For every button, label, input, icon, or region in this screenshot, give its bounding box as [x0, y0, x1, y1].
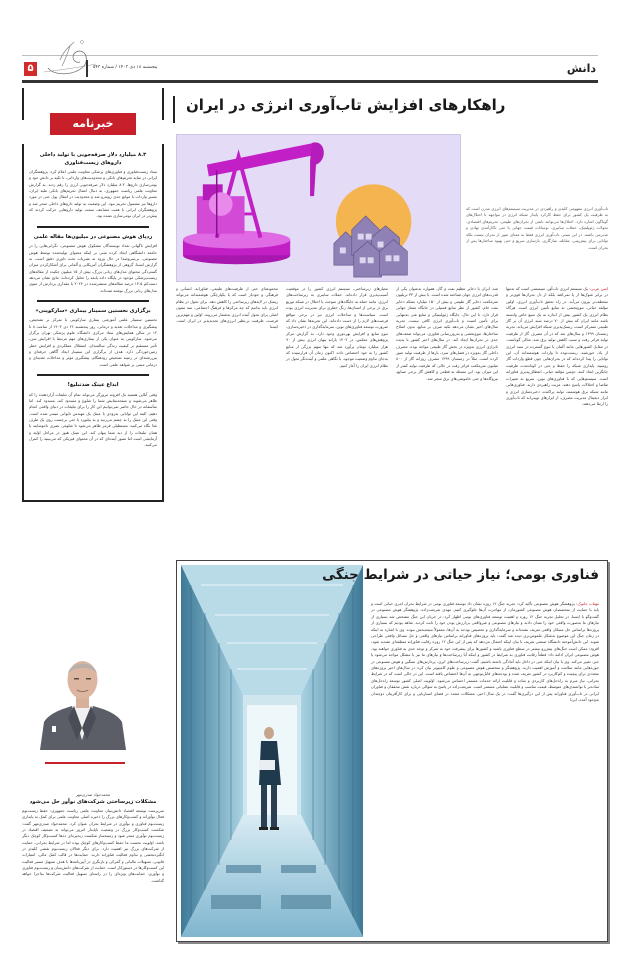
author-lead: امین عربی:	[589, 286, 608, 291]
feature-author-lead: مهتاب جانوک:	[576, 601, 599, 606]
feature-article-box	[176, 560, 608, 942]
news-item	[29, 234, 157, 294]
photo-underline	[45, 762, 125, 764]
author-byline: محمدجواد صدری‌مهر	[75, 792, 111, 797]
article-column: امین عربی: یک سیستم انرژی تاب‌آور، سیستمی است که نه‌تنها در برابر شوک‌ها از پا نمی‌افتد بلکه از دل بحران‌ها قوی‌تر و منعطف‌تر بیرون می‌آید. در راه تحقق تاب‌آوری انرژی، اولین مؤلفه حیاتی، تنوع‌بخشی به منابع تأمین انرژی است. هرگاه نظام انرژی یک کشور بیش از اندازه به یک منبع خاص وابسته باشد مانند ایران که بیش از ۷۰ درصد سبد انرژی آن بر گاز طبیعی متمرکز است، ریسک‌پذیری شبکه افزایش می‌یابد. تجربه زمستان ۱۳۹۹ و سال‌های بعد که در آن مصرف گاز از ظرفیت تولید فراتر رفت و سبب کاهش تولید برق شد، مثالی گویاست. در مقابل کشورهایی مانند آلمان با تنوع گسترده در سبد انرژی از باد، خورشید، زیست‌توده تا واردات هوشمندانه آن، این توانایی را پیدا کرده‌اند که در بحران‌هایی چون قطع واردات گاز روسیه، پایداری شبکه را حفظ و حتی در کوتاه‌مدت ظرفیت جایگزین ایجاد کنند. دومین مؤلفه حیاتی، انعطاف‌پذیری فناورانه است. سیستم‌هایی که با فناوری‌های نوین، سریع به تغییرات تقاضا و اختلالات پاسخ دهند، مزیت راهبردی دارند. فناوری‌هایی مانند شبکه برق هوشمند، تولید پراکنده، ذخیره‌سازی انرژی و ابزار دیجیتال مدیریت مصرف، از ابزارهای نوینی‌اند که تاب‌آوری را ارتقا می‌دهند.	[506, 286, 609, 407]
article-column: معیارهای زیرساختی، سیستم انرژی کشور را در موقعیت آسیب‌پذیری قرار داده‌اند. حملات سایبری به زیرساخت‌های انرژی، مانند حمله به جایگاه‌های سوخت یا اختلال در شبکه توزیع برق در برخی از استان‌ها، زنگ خطری برای مدیریت انرژی بوده است. سیاست‌ها و مداخلات انرژی نیز در برخی مواقع فرصت‌های لازم را از دست داده‌اند. این تجربه‌ها نشان داد که ضرورت توسعه فناوری‌های نوین، سرمایه‌گذاری در ذخیره‌سازی، تنوع منابع و افزایش بهره‌وری وجود دارد. به گزارش مرکز پژوهش‌های مجلس، در ۱۴۰۲ یارانه پنهان انرژی بیش از ۹۰ هزار میلیارد تومان برآورد شد که تنها سهم بزرگی از منابع کشور را به خود اختصاص داده. اکنون زمان آن فرارسیده که به‌جای تداوم وضعیت موجود، با نگاهی علمی و آینده‌نگر تحول در نظام انرژی ایران را آغاز کنیم.	[285, 286, 388, 368]
newspaper-logo-icon	[40, 38, 98, 78]
masthead-top-rule	[22, 55, 598, 56]
news-item	[29, 382, 157, 448]
news-item	[29, 308, 157, 368]
news-item-title: ردپای هوش مصنوعی در میلیون‌ها مقاله علمی	[33, 233, 153, 240]
energy-illustration	[176, 134, 461, 282]
feature-headline: فناوری بومی؛ نیاز حیاتی در شرایط جنگی	[322, 567, 599, 583]
headline-bar	[173, 96, 175, 123]
article-body-columns	[176, 286, 608, 518]
news-divider	[37, 226, 149, 228]
news-item	[29, 152, 157, 220]
column-title: مشکلات زیرساختی شرکت‌های نوآور حل می‌شود	[29, 799, 157, 805]
news-item-body: افزایش ناگهانی تعداد نویسندگان مشکوک هوش مصنوعی، نگرانی‌هایی را در جامعه دانشگاهی ایجاد کرده مبنی بر اینکه محتوای تولیدشده توسط هوش مصنوعی، بی‌سروصدا در حال ورود به نشریات تحت داوری دقیق است. به گزارش ایسنا، گروهی از پژوهشگران آمریکایی و آلمانی برای آشکارکردن میزان گستردگی محتوای مدل‌های زبانی بزرگ، بیش از ۱۵ میلیون چکیده از مقاله‌های زیست‌پزشکی موجود در پایگاه داده پابمد را تحلیل کرده‌اند. نتایج نشان می‌دهد دست‌کم ۱۳.۵ درصد مقاله‌های منتشرشده در ۲۰۲۴ با مقداری پردازش از سوی مدل‌های زبانی بزرگ نوشته شده‌اند.	[29, 243, 158, 293]
article-column: مجموعه‌ای حتی از ظرفیت‌های طبیعی، فناورانه، انسانی و فرهنگی و خودباز است که با یکپارچگی هوشمندانه می‌تواند ریسک در لایه‌های زیرساختی را کاهش دهد. برای تحول در نظام انرژی باید بدانیم که چه مرکزها و فرهنگ اجتماعی، سه ستون اصلی برای تحول آینده انرژی به‌شمار می‌روند. اولین و مهم‌ترین فرصت، ظرفیت بی‌نظیر انرژی‌های تجدیدپذیر در ایران است. ایسنا	[176, 286, 278, 330]
article-lead: تاب‌آوری انرژی مفهومی کلیدی و راهبردی در مدیریت سیستم‌های انرژی مدرن است که به ظرفیت یک کشور برای حفظ کارکرد پایدار شبکه انرژی در مواجهه با اختلال‌های گوناگون اشاره دارد. اختلال‌ها می‌توانند ناشی از بحران‌های طبیعی، تحریم‌های اقتصادی، تحولات ژئوپلیتیک، حملات سایبری، نوسانات قیمت جهانی یا حتی ناکارآمدی نهادی و مدیریتی باشند. در این بستر، تاب‌آوری انرژی فقط به معنای عبور از بحران نیست بلکه توانایی برای پیش‌بینی، مقابله، سازگاری، بازسازی سریع و حتی بهبود ساختارها پس از بحران است.	[466, 206, 608, 250]
news-column	[22, 88, 164, 908]
section-name: دانش	[566, 62, 596, 75]
news-item-title: ۸.۳ میلیارد دلار صرفه‌جویی با تولید داخلی داروهای زیست‌فناوری	[39, 152, 147, 166]
data-center-photo	[181, 565, 363, 937]
news-item-title: برگزاری نخستین سمینار بیماری «سارکوپنی»	[35, 307, 151, 314]
main-headline: راهکارهای افزایش تاب‌آوری انرژی در ایران	[186, 96, 506, 114]
masthead-separator	[86, 60, 88, 77]
feature-body: مهتاب جانوک: پژوهشگر هوش مصنوعی تأکید کرد: تجربه جنگ ۱۲ روزه نشان داد توسعه فناوری بومی در شرایط بحران امری حیاتی است و باید با حمایت از متخصصان هوش مصنوعی کشورمان، از مهاجرت آن‌ها جلوگیری کنیم. مهدی شریعت‌زاده، پژوهشگر هوش مصنوعی در گفت‌وگو با ایسنا، در تحلیل تجربه جنگ ۱۲ روزه و اهمیت توسعه فناوری‌های بومی اظهار کرد: در جریان این جنگ مشخص شد بسیاری از نیازهای ما به‌صورت واقعی خود را نشان دادند و نیازهای مصنوعی و غیرواقعی بی‌ارزش بودن خود را ثابت کردند. شاهد بودیم که بسیاری از پروژه‌ها براساس حل مسائل واقعی تعریف نشده‌اند و سرمایه‌گذاری و تخصیص بودجه به آن‌ها، معمولاً نتیجه‌بخش نبوده. وی با اشاره به اینکه در زمان جنگ این موضوع به‌شکل ملموس‌تری دیده شد گفت: باید پروژه‌های فناورانه براساس نیازهای واقعی و حل مسائل واقعی طراحی شوند. این دانش‌آموخته دانشگاه صنعتی شریف با بیان اینکه احتمال می‌دهد که پس از این جنگ ۱۲ روزه رقابت فناورانه منطقه‌ای تشدید شود، افزود: ممکن است جنگ‌های پیش‌رو بیشتر در سطح فناوری باشند و کشورها برای پیشرفت خود به تمرکز و توجه جدی به فناوری خواهند بود. هوش مصنوعی ایران ادامه داد: قطعاً رقابت فناوری به شرایط در کشور و اینکه آیا زیرساخت‌ها و نیازهای ما نیز با مشکل مواجه می‌شود یا خیر، تغییر می‌کند. وی با بیان اینکه حتی در داخل باید آمادگی داشته باشیم، گفت: زیرساخت‌های ابری، پردازش‌های سنگین و هوش مصنوعی در حوزه‌هایی مانند سلامت و آموزش اهمیت دارند. پژوهشگر و متخصص هوش مصنوعی و علوم کامپیوتر بیان کرد: در سال‌های اخیر پروژه‌های متعددی برای پیچیده و کم‌کاربرد در کشور تعریف شده و بودجه‌های قابل‌توجهی به آن‌ها اختصاص یافته است. این در حالی است که در شرایط بحرانی، نیاز مبرم به راه‌حل‌های کاربردی و ساده و قابلیت ارائه خدمات مستمر احساس می‌شود. اولویت اصلی کشور توسعه راه‌حل‌های ساده‌تر با توانمندی‌های متوسط، قیمت مناسب و قابلیت عملیاتی مستمر است. شریعت‌زاده در پاسخ به سؤالی درباره نقش محققان و فناوران ایرانی در تاب‌آوری فناورانه پس از این درگیری‌ها گفت: در یک سال اخیر، مشکلات متعدد در فضای استارتاپی و برای کارآفرینان دوچندان به‌وجود آمده. ایرنا	[371, 601, 599, 703]
article-column: شد. ایران با ذخایر عظیم نفت و گاز، همواره به‌عنوان یکی از قدرت‌های انرژی جهان شناخته شده است. با بیش از ۳۳ تریلیون مترمکعب ذخایر گاز طبیعی و بیش از ۱۵۰ میلیارد بشکه ذخایر نفت خام، کشور از نظر منابع فسیلی در جایگاه ممتاز جهانی قرار دارد. با این حال، جایگاه ژئوپلیتیکی و منابع غنی به‌تنهایی برای تأمین امنیت و تاب‌آوری انرژی کافی نیست. تجربه سال‌های اخیر نشان می‌دهد تکیه صرف بر منابع، بدون اصلاح ساختارها، تنوع‌بخشی و به‌روزرسانی فناوری، می‌تواند ضعف‌های جدی در بحران‌ها ایجاد کند. در سال‌های اخیر کشور با پدیده ناترازی انرژی به‌ویژه در بخش گاز طبیعی مواجه بوده. مصرف داخلی گاز به‌ویژه در فصل‌های سرد، بارها از ظرفیت تولید عبور کرده است. مثلاً در زمستان ۱۳۹۹ مصرف روزانه گاز از ۸۰۰ میلیون مترمکعب فراتر رفت در حالی که ظرفیت تولید کمتر از این میزان بود. این مسئله به قطعی و کاهش گاز برخی صنایع، نیروگاه‌ها و حتی خاموشی‌های برق منجر شد.	[396, 286, 498, 381]
news-divider	[37, 374, 149, 376]
news-item-title: ابداع عینک ضدتبلیغ!	[67, 382, 119, 388]
author-photo	[30, 640, 135, 750]
news-box	[22, 144, 164, 502]
news-item-body: وقتی آنلاین هستید یک افزونه مرورگر می‌تواند تمام آن تبلیغات آزاردهنده را که ظاهر می‌شوند و صفحه‌نمایش شما را شلوغ و مسدود کند، مسدود کند. اما متأسفانه در حال حاضر نمی‌توانیم این کار را برای تبلیغات در دنیای واقعی انجام دهیم. البته این توانایی به‌زودی با عینک یک مهندس تایوانی میسر شده است. وقتی این عینک را به چشم می‌زنید و به بیلبورد یا حتی برچسب روی یک طرف غذا نگاه می‌کنید، مستطیلی قرمز ظاهر می‌شود تا شلوغی بصری ناخوشایند یا همان تبلیغات را از دید شما پنهان کند. این عینک هنوز در مراحل اولیه و آزمایشی است اما تصور آینده‌ای که در آن محتوای فیزیکی که می‌بینید را کنترل می‌کنید.	[29, 391, 157, 448]
column-body: سرپرست توسعه اقتصاد دانش‌بنیان معاونت علمی ریاست جمهوری: حفظ زیست‌بوم فعال نوآورانه و کسب‌وکارهای بزرگ را ذخیره اصلی معاونت علمی برای کمک به پایداری زیست‌بوم فناوری و نوآوری در شرایط بحران عنوان کرد. محمدجواد صدری‌مهر گفت: شکست کسب‌وکار بزرگ در وضعیت ناپایدار امروز می‌تواند به تضعیف اقتصاد در زیست‌بوم نوآوری منجر شود و زمینه‌ساز شکست زنجیره‌ای ده‌ها کسب‌وکار کوچک دیگر باشد. اولویت نخست ما حفظ کسب‌وکارهای کوچک بوده اما در شرایط بحرانی، حمایت از شرکت‌های بزرگ نیز اهمیت دارد. برای دیگر فعالان زیست‌بوم نقشی کلیدی در انگیزه‌بخشی و تداوم فعالیت فناورانه دارند. حمایت‌ها در قالب کمک مالی، امتیازات قانونی، تسهیلات مالیاتی و گمرکی و بازنگری در آیین‌نامه‌ها با هدف تسهیل مسیر فعالیت این کسب‌وکارها در دستورکار است. حمایت از شرکت‌های دانش‌بنیان و زیست‌بوم فناوری و نوآوری، حمایت‌های ویژه‌ای را در راستای تسهیل فعالیت شرکت‌ها به‌اجرا خواهد گذاشت.	[22, 808, 164, 883]
masthead-bottom-rule	[22, 80, 598, 83]
news-item-body: ستاد زیست‌فناوری و فناوری‌های پزشکی معاونت علمی اعلام کرد: پژوهشگران ایرانی در سایه تحریم‌های بانکی و محدودیت‌های وارداتی، با تکیه بر دانش خود و بومی‌سازی داروها، ۸.۳ میلیارد دلار صرفه‌جویی ارزی را رقم زدند. به گزارش معاونت علمی ریاست جمهوری، به دنبال اعمال تحریم‌های بانکی علیه ایران، مسیر واردات با موانع جدی روبه‌رو شد و محدودیت در انتقال پول حتی در مورد داروها نیز مشمول تحریم نبود. این وضعیت به تولید داروهای داخلی منجر شد و پژوهشگران ایرانی با همت مضاعف سمت تولید داروهایی حرکت کردند که پیش‌تر در ایران بومی‌سازی نشده بود.	[29, 169, 158, 219]
date-issue: پنجشنبه ۱۸ دی ۱۴۰۳ / شماره ۵۴۳	[93, 65, 158, 70]
news-section-badge: خبرنامه	[50, 113, 136, 135]
news-item-body: نخستین سمینار علمی آموزشی بیماری سارکوپنی با تمرکز بر تشخیص، پیشگیری و مداخلات تغذیه و درمانی، روز پنجشنبه ۲۶ دی ۱۴۰۳ از ساعت ۸ تا ۱۲ در سالن همایش‌های ستاد مرکزی دانشگاه علوم پزشکی تهران برگزار می‌شود. سارکوپنی به عنوان یکی از بیماری‌های مهم مرتبط با افزایش سن، تأثیر مستقیم بر کیفیت زندگی سالمندان، استقلال عملکردی و افزایش خطر زمین‌خوردگی دارد. هدف از برگزاری این سمینار ایجاد آگاهی حرفه‌ای و بین‌رشته‌ای در زمینه تشخیص زودهنگام، پیشگیری مؤثر و مداخلات تغذیه‌ای و درمانی مبتنی بر شواهد علمی است.	[29, 317, 157, 367]
column-article	[22, 792, 164, 884]
page-number-badge: ۵	[24, 62, 37, 76]
news-divider	[37, 300, 149, 302]
